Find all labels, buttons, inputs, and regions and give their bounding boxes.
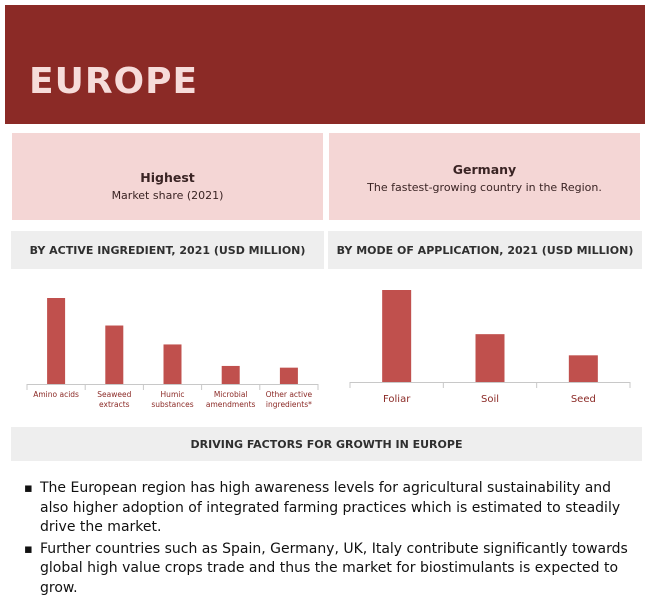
bar — [105, 326, 123, 384]
bar — [476, 334, 505, 382]
card-subtext-fastest-growing: The fastest-growing country in the Region. — [367, 181, 602, 194]
bar — [222, 366, 240, 384]
fastest-growing-card — [328, 132, 641, 221]
bar — [280, 368, 298, 384]
active-ingredient-chart-svg — [20, 280, 320, 420]
section-header-active-ingredient: BY ACTIVE INGREDIENT, 2021 (USD MILLION) — [11, 231, 324, 269]
section-header-driving-factors: DRIVING FACTORS FOR GROWTH IN EUROPE — [11, 427, 642, 461]
bar — [382, 290, 411, 382]
category-label: Seed — [570, 394, 596, 405]
bar — [569, 355, 598, 382]
category-label: Other active ingredients* — [265, 390, 313, 409]
mode-of-application-bar-chart — [340, 280, 640, 410]
driving-factors-list — [24, 479, 634, 600]
bar — [47, 298, 65, 384]
card-subtext-market-share: Market share (2021) — [111, 189, 224, 202]
bar — [164, 344, 182, 384]
category-label: Foliar — [383, 394, 411, 405]
highest-share-card — [11, 132, 324, 221]
category-label: Microbial amendments — [205, 390, 256, 409]
active-ingredient-bar-chart — [20, 280, 320, 420]
category-label: Amino acids — [33, 390, 79, 399]
section-header-mode-of-application: BY MODE OF APPLICATION, 2021 (USD MILLION) — [328, 231, 642, 269]
driver-bullet: ▪ Further countries such as Spain, Germany, UK, Italy contribute significantly towards global high value crops trade and thus the market for biostimulants is expected to grow. — [24, 540, 634, 599]
category-label: Seaweed extracts — [97, 390, 132, 409]
card-heading-germany: Germany — [452, 162, 517, 177]
banner-title: EUROPE — [29, 61, 199, 102]
mode-of-application-chart-svg — [340, 280, 640, 410]
driver-bullet: ▪ The European region has high awareness levels for agricultural sustainability and also higher adoption of integrated farming practices which is estimated to steadily drive the market. — [24, 479, 634, 538]
region-banner — [5, 5, 645, 124]
category-label: Humic substances — [151, 390, 194, 409]
card-heading-highest: Highest — [140, 170, 195, 185]
category-label: Soil — [480, 394, 500, 405]
